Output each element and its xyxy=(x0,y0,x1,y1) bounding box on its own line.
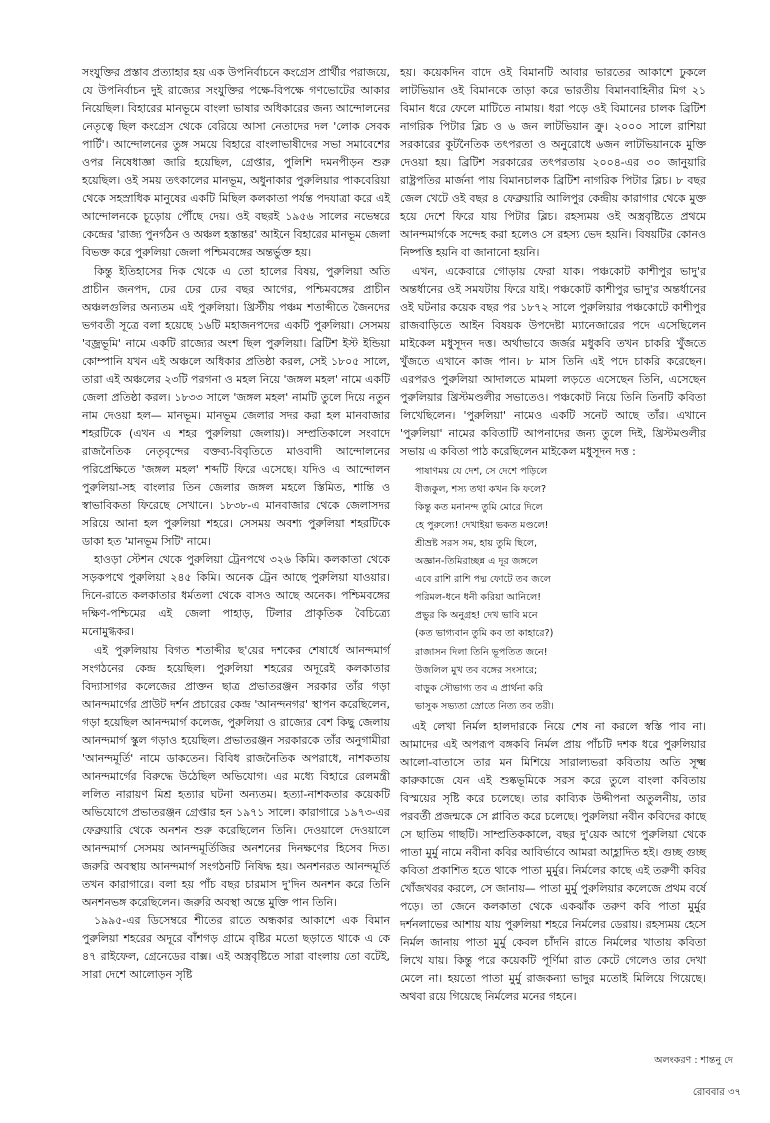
paragraph: ১৯৯৫-এর ডিসেম্বরে শীতের রাতে অন্ধকার আকাশে এক বিমান পুরুলিয়া শহরের অদূরে বাঁশগড় গ্রামে বৃষ্টির মতো ছড়াতে থাকে এ কে ৪৭ রাইফেল, গ্রেনেডের বাক্স। এই অস্ত্রবৃষ্টিতে সারা বাংলায় তো বটেই, সারা দেশে আলোড়ন সৃষ্টি xyxy=(82,914,390,982)
paragraph: এখন, একেবারে গোড়ায় ফেরা যাক। পঞ্চকোট কাশীপুর ভাদু'র অন্তর্ধানের ওই সমযটায় ফিরে যাই। পঞ্চকোট কাশীপুর ভাদু'র অন্তর্ধানের ওই ঘটনার কয়েক বছর পর ১৮৭২ সালে পুরুলিয়ার পঞ্চকোটে কাশীপুর রাজবাড়িতে আইন বিষয়ক উপদেষ্টা ম্যানেজারের পদে এসেছিলেন মাইকেল মধুসূদন দত্ত। অর্থাভাবে জর্জর মধুকবি তখন চাকরি খুঁজতে খুঁজতে এখানে কাজ পান। ৮ মাস তিনি এই পদে চাকরি করেছেন। এরপরও পুরুলিয়া আদালতে মামলা লড়তে এসেছেন তিনি, এসেছেন পুরুলিয়ার খ্রিস্টমণ্ডলীর সভাতেও। পঞ্চকোট নিয়ে তিনি তিনটি কবিতা লিখেছিলেন। 'পুরুলিয়া' নামেও একটি সনেট আছে তাঁর। এখানে 'পুরুলিয়া' নামের কবিতাটি আপনাদের জন্য তুলে দিই, খ্রিস্টমণ্ডলীর সভায় এ কবিতা পাঠ করেছিলেন মাইকেল মধুসূদন দত্ত : xyxy=(400,264,706,458)
paragraph: এই লেখা নির্মল হালদারকে নিয়ে শেষ না করলে স্বস্তি পাব না। আমাদের এই অপরূপ বঙ্গকবি নির্মল প্রায় পাঁচটি দশক ধরে পুরুলিয়ার আলো-বাতাসে তার মন মিশিয়ে সারাল্যভরা কবিতায় অতি সূক্ষ্ম কারুকাজে যেন এই শুষ্কভূমিকে সরস করে তুলে বাংলা কবিতায় বিস্ময়ের সৃষ্টি করে চলেছে। তার কাব্যিক উদ্দীপনা অতুলনীয়, তার পরবর্তী প্রজন্মকে সে প্লাবিত করে চলেছে। পুরুলিয়া নবীন কবিদের কাছে সে ছাতিম গাছটি। সাম্প্রতিককালে, বছর দু'য়েক আগে পুরুলিয়া থেকে পাতা মুর্মু নামে নবীনা কবির আবির্ভাবে আমরা আহ্লাদিত হই। গুচ্ছ গুচ্ছ কবিতা প্রকাশিত হতে থাকে পাতা মুর্মুর। নির্মলের কাছে এই তরুণী কবির খোঁজখবর করলে, সে জানায়— পাতা মুর্মু পুরুলিয়ার কলেজে প্রথম বর্ষে পড়ে। তা জেনে কলকাতা থেকে একঝাঁক তরুণ কবি পাতা মুর্মুর দর্শনলাভের আশায় যায় পুরুলিয়া শহরে নির্মলের ডেরায়। রহস্যময় হেসে নির্মল জানায় পাতা মুর্মু কেবল চাঁদনি রাতে নির্মলের খাতায় কবিতা লিখে যায়। কিন্তু পরে কয়েকটি পূর্ণিমা রাত কেটে গেলেও তার দেখা মেলে না। হয়তো পাতা মুর্মু রাজকন্যা ভাদুর মতোই মিলিয়ে গিয়েছে। অথবা রয়ে গিয়েছে নির্মলের মনের গহনে। xyxy=(400,719,706,1004)
poem-line: হে পুরুল্যে! দেখাইয়া ভকত মণ্ডলে! xyxy=(415,520,549,532)
paragraph: কিন্তু ইতিহাসের দিক থেকে এ তো হালের বিষয়, পুরুলিয়া অতি প্রাচীন জনপদ, ঢের ঢের ঢের বছর আগের, পশ্চিমবঙ্গের প্রাচীন অঞ্চলগুলির অন্যতম এই পুরুলিয়া। খ্রিস্টীয় পঞ্চম শতাব্দীতে জৈনদের ভগবতী সূত্রে বলা হয়েছে ১৬টি মহাজনপদের একটি পুরুলিয়া। সেসময় 'বজ্রভূমি' নামে একটি রাজ্যের অংশ ছিল পুরুলিয়া। ব্রিটিশ ইস্ট ইন্ডিয়া কোম্পানি যখন এই অঞ্চলে অধিকার প্রতিষ্ঠা করল, সেই ১৮০৫ সালে, তারা এই অঞ্চলের ২৩টি পরগনা ও মহল নিয়ে 'জঙ্গল মহল' নামে একটি জেলা প্রতিষ্ঠা করল। ১৮৩৩ সালে 'জঙ্গল মহল' নামটি তুলে দিয়ে নতুন নাম দেওয়া হল— মানভূম। মানভূম জেলার সদর করা হল মানবাজার শহরটিকে (এখন এ শহর পুরুলিয়া জেলায়)। সম্প্রতিকালে সংবাদে রাজনৈতিক নেতৃবৃন্দের বক্তব্য-বিবৃতিতে মাওবাদী আন্দোলনের পরিপ্রেক্ষিতে 'জঙ্গল মহল' শব্দটি ফিরে এসেছে। যদিও এ আন্দোলন পুরুলিয়া-সহ বাংলার তিন জেলার জঙ্গল মহলে স্তিমিত, শান্তি ও স্বাভাবিকতা ফিরেছে সেখানে। ১৮৩৮-এ মানবাজার থেকে জেলাসদর সরিয়ে আনা হল পুরুলিয়া শহরে। সেসময় অবশ্য পুরুলিয়া শহরটিকে ডাকা হত 'মানভূম সিটি' নামে। xyxy=(82,264,390,549)
poem-line: অজ্ঞান-তিমিরাচ্ছন্ন এ দূর জঙ্গলে xyxy=(415,556,538,568)
poem-line: পরিমল-ধনে ধনী করিয়া আনিলে! xyxy=(415,592,542,604)
poem-line: রাজাসন দিলা তিনি ভূপতিত জনে! xyxy=(415,646,548,658)
page-footer: রোববার ৩৭ xyxy=(692,1087,741,1098)
poem-line: শ্রীভ্রষ্ট সরস সম, হায় তুমি ছিলে, xyxy=(415,538,538,550)
paragraph: সংযুক্তির প্রস্তাব প্রত্যাহার হয় এক উপনির্বাচনে কংগ্রেস প্রার্থীর পরাজয়ে, যে উপনির্বাচন দুই রাজ্যের সংযুক্তির পক্ষে-বিপক্ষে গণভোটের আকার নিয়েছিল। বিহারের মানভূমে বাংলা ভাষার অধিকারের জন্য আন্দোলনের নেতৃত্বে ছিল কংগ্রেস থেকে বেরিয়ে আসা নেতাদের দল 'লোক সেবক পার্টি'। আন্দোলনের তুঙ্গ সময়ে বিহারে বাংলাভাষীদের সভা সমাবেশের ওপর নিষেধাজ্ঞা জারি হয়েছিল, গ্রেপ্তার, পুলিশি দমনপীড়ন শুরু হয়েছিল। ওই সময় তৎকালের মানভূম, অধুনাকার পুরুলিয়ার পাকবেরিয়া থেকে সহস্রাধিক মানুষের একটি মিছিল কলকাতা পর্যন্ত পদযাত্রা করে এই আন্দোলনকে চূড়োয় পৌঁছে দেয়। ওই বছরই ১৯৫৬ সালের নভেম্বরে কেন্দ্রের 'রাজ্য পুনর্গঠন ও অঞ্চল হস্তান্তর' আইনে বিহারের মানভূম জেলা বিভক্ত করে পুরুলিয়া জেলা পশ্চিমবঙ্গের অন্তর্ভুক্ত হয়। xyxy=(82,66,391,260)
poem-line: এবে রাশি রাশি পদ্ম ফোটে তব জলে xyxy=(415,574,551,586)
poem-line: প্রভুর কি অনুগ্রহ! দেখ ভাবি মনে xyxy=(415,610,538,622)
poem-line: উজলিল মুখ তব বঙ্গের সংসারে; xyxy=(415,664,538,676)
right-column xyxy=(400,64,706,1006)
poem-line: বীজকুল, শস্য তথা কখন কি ফলে? xyxy=(415,484,547,496)
illustration-credit: অলংকরণ : শান্তনু দে xyxy=(654,1055,733,1066)
poem-line: (কত ভাগ্যবান তুমি কব তা কাহারে?) xyxy=(415,628,554,640)
poem-line: বাড়ুক সৌভাগ্য তব এ প্রার্থনা করি xyxy=(415,682,544,694)
paragraph: এই পুরুলিয়ায় বিগত শতাব্দীর ছ'য়ের দশকের শেষার্ধে আনন্দমার্গ সংগঠনের কেন্দ্র হয়েছিল। পুরুলিয়া শহরের অদূরেই কলকাতার বিদ্যাসাগর কলেজের প্রাক্তন ছাত্র প্রভাতরঞ্জন সরকার তাঁর গড়া আনন্দমার্গের প্রাউট দর্শন প্রচারের কেন্দ্র 'আনন্দনগর' স্থাপন করেছিলেন, গড়া হয়েছিল আনন্দমার্গ কলেজ, পুরুলিয়া ও রাজ্যের বেশ কিছু জেলায় আনন্দমার্গ স্কুল গড়াও হয়েছিল। প্রভাতরঞ্জন সরকারকে তাঁর অনুগামীরা 'আনন্দমূর্তি' নামে ডাকতেন। বিবিধ রাজনৈতিক অপরাধে, নাশকতায় আনন্দমার্গের বিরুদ্ধে উঠেছিল অভিযোগ। এর মধ্যে বিহারে রেলমন্ত্রী ললিত নারায়ণ মিশ্র হত্যার ঘটনা অন্যতম। হত্যা-নাশকতার কয়েকটি অভিযোগে প্রভাতরঞ্জন গ্রেপ্তার হন ১৯৭১ সালে। কারাগারে ১৯৭৩-এর ফেব্রুয়ারি থেকে অনশন শুরু করেছিলেন তিনি। দেওয়ালে দেওয়ালে আনন্দমার্গ সেসময় আনন্দমূর্তিজির অনশনের দিনক্ষণের হিসেব দিত। জরুরি অবস্থায় আনন্দমার্গ সংগঠনটি নিষিদ্ধ হয়। অনশনরত আনন্দমূর্তি তখন কারাগারে। বলা হয় পাঁচ বছর চারমাস দু'দিন অনশন করে তিনি অনশনভঙ্গ করেছিলেন। জরুরি অবস্থা অন্তে মুক্তি পান তিনি। xyxy=(82,643,390,910)
poem-line: কিন্তু কত মনানন্দ তুমি মোরে দিলে xyxy=(415,502,543,514)
paragraph: হয়। কয়েকদিন বাদে ওই বিমানটি আবার ভারতের আকাশে ঢুকলে লাটভিয়ান ওই বিমানকে তাড়া করে ভারতীয় বিমানবাহিনীর মিগ ২১ বিমান ধরে ফেলে মাটিতে নামায়। ধরা পড়ে ওই বিমানের চালক ব্রিটিশ নাগরিক পিটার ব্লিচ ও ৬ জন লাটভিয়ান ক্রু। ২০০০ সালে রাশিয়া সরকারের কূটনৈতিক তৎপরতা ও অনুরোধে ৬জন লাটভিয়ানকে মুক্তি দেওয়া হয়। ব্রিটিশ সরকারের তৎপরতায় ২০০৪-এর ৩০ জানুয়ারি রাষ্ট্রপতির মার্জনা পায় বিমানচালক ব্রিটিশ নাগরিক পিটার ব্লিচ। ৮ বছর জেল খেটে ওই বছর ৪ ফেব্রুয়ারি আলিপুর কেন্দ্রীয় কারাগার থেকে মুক্ত হয়ে দেশে ফিরে যায় পিটার ব্লিচ। রহস্যময় ওই অস্ত্রবৃষ্টিতে প্রথমে আনন্দমার্গকে সন্দেহ করা হলেও সে রহস্য ভেদ হয়নি। বিষয়টির কোনও নিষ্পত্তি হয়নি বা জানানো হয়নি। xyxy=(400,66,707,260)
paragraph: হাওড়া স্টেশন থেকে পুরুলিয়া ট্রেনপথে ৩২৬ কিমি। কলকাতা থেকে সড়কপথে পুরুলিয়া ২৪৫ কিমি। অনেক ট্রেন আছে পুরুলিয়া যাওয়ার। দিনে-রাতে কলকাতার ধর্মতলা থেকে বাসও আছে অনেক। পশ্চিমবঙ্গের দক্ষিণ-পশ্চিমের এই জেলা পাহাড়, টিলার প্রাকৃতিক বৈচিত্র্যে মনোমুগ্ধকর। xyxy=(82,553,390,639)
poem-line: পাষাণময় যে দেশ, সে দেশে পড়িলে xyxy=(415,466,548,478)
poem-line: ভাসুক সভ্যতা স্রোতে নিত্য তব তরী। xyxy=(415,700,554,712)
poem-puruliya xyxy=(415,463,706,716)
left-column xyxy=(82,64,390,984)
